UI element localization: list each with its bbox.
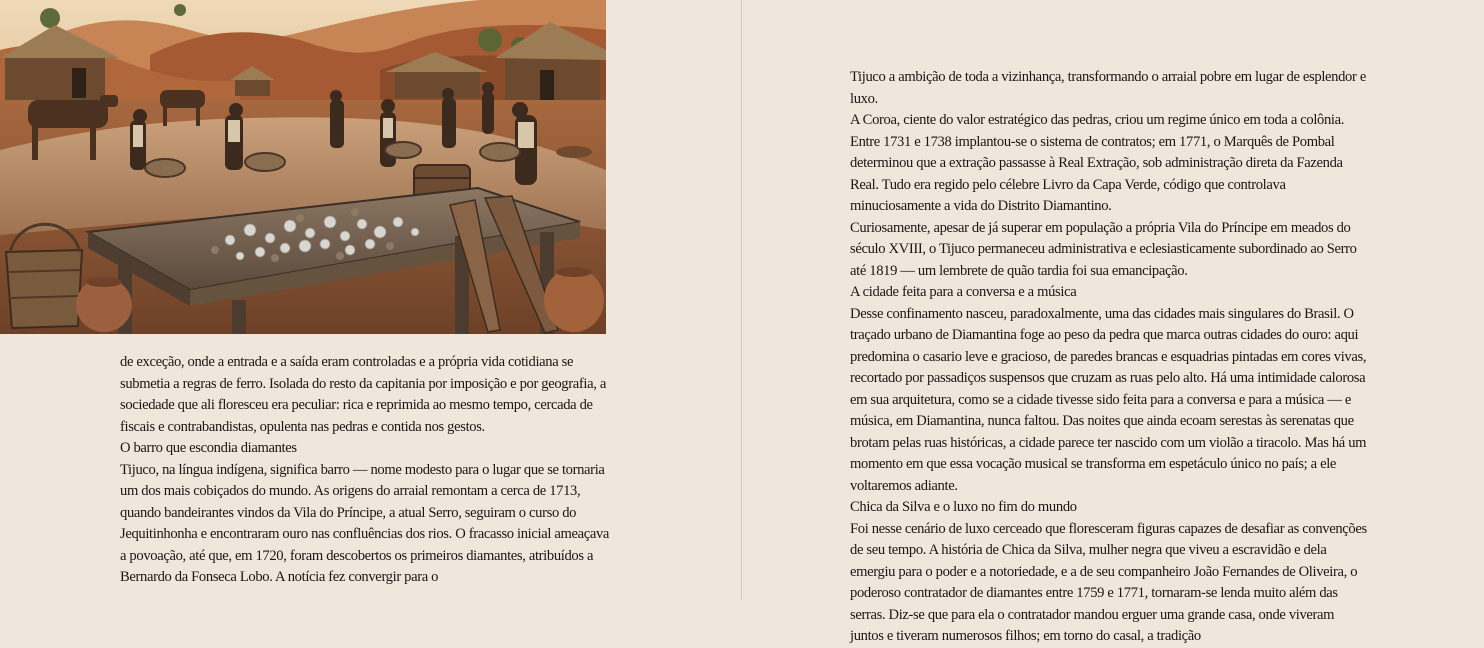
paragraph: Tijuco, na língua indígena, significa barro — nome modesto para o lugar que se tornaria um dos mais cobiçados do mundo. As origens do arraial remontam a cerca de 1713, quando bandeirantes vindos da Vila do Príncipe, a atual Serro, seguiram o curso do Jequitinhonha e encontraram ouro nas confluências dos rios. O fracasso inicial ameaçava a povoação, até que, em 1720, foram descobertos os primeiros diamantes, atribuídos a Bernardo da Fonseca Lobo. A notícia fez convergir para o xyxy=(120,461,610,585)
section-heading: Chica da Silva e o luxo no fim do mundo xyxy=(850,499,1077,515)
section-heading: O barro que escondia diamantes xyxy=(120,440,297,456)
paragraph: Tijuco a ambição de toda a vizinhança, transformando o arraial pobre em lugar de esplendor e luxo. xyxy=(850,69,1366,107)
paragraph: Foi nesse cenário de luxo cerceado que floresceram figuras capazes de desafiar as convenções de seu tempo. A história de Chica da Silva, mulher negra que viveu a escravidão e dela emergiu para o poder e a notoriedade, e a de seu companheiro João Fernandes de Oliveira, o poderoso contratador de diamantes entre 1759 e 1771, tornaram-se lenda muito além das serras. Diz-se que para ela o contratador mandou erguer uma grande casa, onde viveram juntos e tiveram numerosos filhos; em torno do casal, a tradição xyxy=(850,520,1367,644)
right-page xyxy=(742,0,1484,644)
paragraph: Curiosamente, apesar de já superar em população a própria Vila do Príncipe em meados do século XVIII, o Tijuco permaneceu administrativa e eclesiasticamente subordinado ao Serro até 1819 — um lembrete de quão tardia foi sua emancipação. xyxy=(850,219,1357,279)
left-page xyxy=(0,0,741,600)
diamond-mining-illustration xyxy=(0,0,606,334)
paragraph: A Coroa, ciente do valor estratégico das pedras, criou um regime único em toda a colônia. Entre 1731 e 1738 implantou-se o sistema de contratos; em 1771, o Marquês de Pombal determinou que a extração passasse à Real Extração, sob administração direta da Fazenda Real. Tudo era regido pelo célebre Livro da Capa Verde, código que controlava minuciosamente a vida do Distrito Diamantino. xyxy=(850,112,1345,214)
paragraph: de exceção, onde a entrada e a saída eram controladas e a própria vida cotidiana se submetia a regras de ferro. Isolada do resto da capitania por imposição e por geografia, a sociedade que ali floresceu era peculiar: rica e reprimida ao mesmo tempo, cercada de fiscais e contrabandistas, opulenta nas pedras e contida nos gestos. xyxy=(120,354,606,435)
section-heading: A cidade feita para a conversa e a música xyxy=(850,284,1077,300)
right-page-text xyxy=(850,67,1370,648)
left-page-text xyxy=(120,352,615,589)
paragraph: Desse confinamento nasceu, paradoxalmente, uma das cidades mais singulares do Brasil. O traçado urbano de Diamantina foge ao peso da pedra que marca outras cidades do ouro: aqui predomina o casario leve e gracioso, de paredes brancas e esquadrias pintadas em cores vivas, recortado por passadiços suspensos que cruzam as ruas pelo alto. Há uma intimidade calorosa em sua arquitetura, como se a cidade tivesse sido feita para a conversa e para a música — e música, em Diamantina, nunca faltou. Das noites que ainda ecoam serestas às serenatas que brotam pelas ruas históricas, a cidade parece ter nascido com um violão a tiracolo. Mas há um momento em que essa vocação musical se transforma em espetáculo único no país; a ele voltaremos adiante. xyxy=(850,305,1367,494)
